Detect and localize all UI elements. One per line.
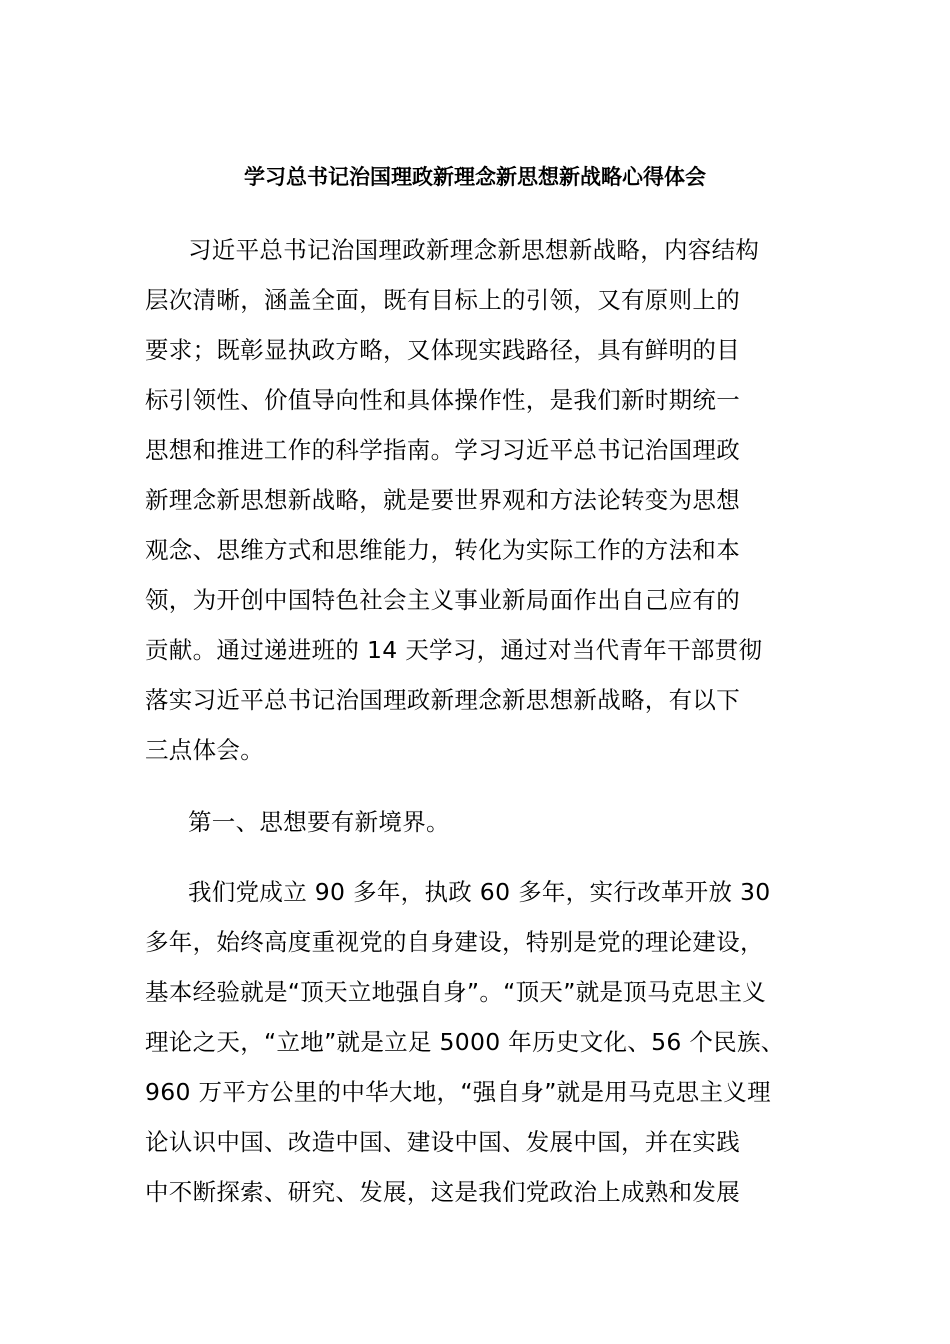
text-line: 中不断探索、研究、发展，这是我们党政治上成熟和发展 [145,1178,740,1206]
text-line: 思想和推进工作的科学指南。学习习近平总书记治国理政 [145,436,740,464]
document-title: 学习总书记治国理政新理念新思想新战略心得体会 [244,165,706,189]
text-line: 我们党成立 90 多年，执政 60 多年，实行改革开放 30 [188,878,771,906]
text-line: 多年，始终高度重视党的自身建设，特别是党的理论建设， [145,928,764,956]
text-line: 习近平总书记治国理政新理念新思想新战略，内容结构 [188,236,760,264]
text-line: 领，为开创中国特色社会主义事业新局面作出自己应有的 [145,586,740,614]
text-line: 第一、思想要有新境界。 [188,808,450,836]
text-line: 960 万平方公里的中华大地，“强自身”就是用马克思主义理 [145,1078,771,1106]
text-line: 新理念新思想新战略，就是要世界观和方法论转变为思想 [145,486,740,514]
text-line: 三点体会。 [145,736,264,764]
text-line: 标引领性、价值导向性和具体操作性，是我们新时期统一 [145,386,740,414]
text-line: 论认识中国、改造中国、建设中国、发展中国，并在实践 [145,1128,740,1156]
text-line: 基本经验就是“顶天立地强自身”。“顶天”就是顶马克思主义 [145,978,767,1006]
text-line: 要求；既彰显执政方略，又体现实践路径，具有鲜明的目 [145,336,740,364]
text-line: 理论之天，“立地”就是立足 5000 年历史文化、56 个民族、 [145,1028,785,1056]
text-line: 落实习近平总书记治国理政新理念新思想新战略，有以下 [145,686,740,714]
text-line: 观念、思维方式和思维能力，转化为实际工作的方法和本 [145,536,740,564]
text-line: 层次清晰，涵盖全面，既有目标上的引领，又有原则上的 [145,286,740,314]
text-line: 贡献。通过递进班的 14 天学习，通过对当代青年干部贯彻 [145,636,763,664]
